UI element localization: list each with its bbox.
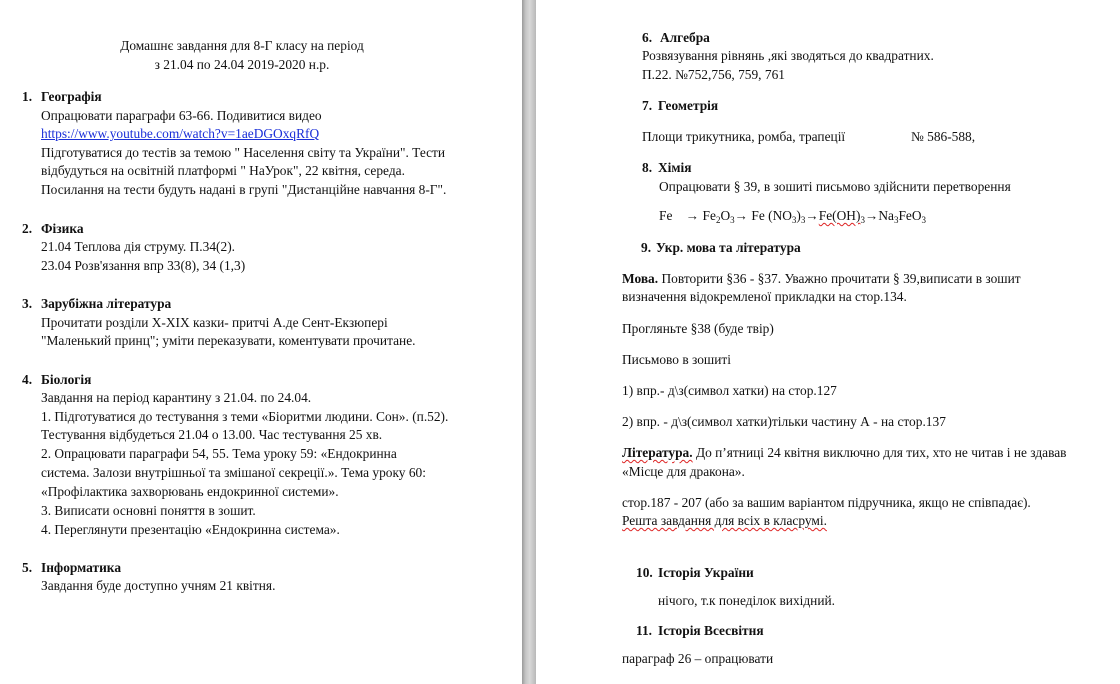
section-heading-foreign-literature: Зарубіжна література xyxy=(41,296,172,311)
section-number: 3. xyxy=(22,296,33,311)
text-line: Прогляньте §38 (буде твір) xyxy=(622,321,774,336)
text-line: Завдання буде доступно учням 21 квітня. xyxy=(41,578,276,593)
text-line: 3. Виписати основні поняття в зошит. xyxy=(41,503,256,518)
text-line: Решта завдання для всіх в класрумі. xyxy=(622,513,827,528)
document-page-left xyxy=(0,0,522,684)
text-line: Розвязування рівнянь ,які зводяться до квадратних. xyxy=(642,48,934,63)
text-line: «Профілактика захворювань ендокринної системи». xyxy=(41,484,339,499)
text-line: "Маленький принц"; уміти переказувати, коментувати прочитане. xyxy=(41,333,416,348)
section-heading-ukrainian: Укр. мова та література xyxy=(656,240,801,255)
section-number: 7. xyxy=(642,98,653,113)
section-number: 2. xyxy=(22,221,33,236)
section-number: 8. xyxy=(642,160,653,175)
text-line: 1) впр.- д\з(символ хатки) на стор.127 xyxy=(622,383,837,398)
text-line: Завдання на період карантину з 21.04. по 24.04. xyxy=(41,390,312,405)
chemical-formula: Fe → $Fe_2O_3\to Fe$ $(NO_3)_3\to Fe(OH)_3\to Na_3FeO_3$ xyxy=(659,208,927,225)
document-page-right xyxy=(536,0,1120,684)
page-title-line2: з 21.04 по 24.04 2019-2020 н.р. xyxy=(154,57,330,72)
section-heading-world-history: Історія Всесвітня xyxy=(658,623,764,638)
text-line: 4. Переглянути презентацію «Ендокринна система». xyxy=(41,522,340,537)
text-line: Мова. Повторити §36 - §37. Уважно прочитати § 39,виписати в зошит xyxy=(622,271,1021,286)
section-heading-algebra: Алгебра xyxy=(660,30,710,45)
section-heading-geometry: Геометрія xyxy=(658,98,719,113)
text-line: 2. Опрацювати параграфи 54, 55. Тема уроку 59: «Ендокринна xyxy=(41,446,397,461)
text-line: Площи трикутника, ромба, трапеції xyxy=(642,129,846,144)
section-number: 10. xyxy=(636,565,653,580)
text-line: Письмово в зошиті xyxy=(622,352,731,367)
section-number: 9. xyxy=(641,240,652,255)
text-line: визначення відокремленої прикладки на стор.134. xyxy=(622,289,907,304)
section-number: 6. xyxy=(642,30,653,45)
text-line: відбудуться на освітній платформі " НаУрок", 22 квітня, середа. xyxy=(41,163,405,178)
text-line: Література. До п’ятниці 24 квітня виключно для тих, хто не читав і не здавав xyxy=(622,445,1067,460)
text-line: Прочитати розділи X-XIX казки- притчі А.де Сент-Екзюпері xyxy=(41,315,388,330)
section-heading-physics: Фізика xyxy=(41,221,84,236)
task-numbers: № 586-588, xyxy=(911,129,976,144)
text-line: параграф 26 – опрацювати xyxy=(622,651,774,666)
section-number: 1. xyxy=(22,89,33,104)
text-line: стор.187 - 207 (або за вашим варіантом підручника, якщо не співпадає). xyxy=(622,495,1031,510)
text-line: 2) впр. - д\з(символ хатки)тільки частину А - на стор.137 xyxy=(622,414,946,429)
section-heading-history-ukraine: Історія України xyxy=(658,565,754,580)
section-number: 11. xyxy=(636,623,652,638)
text-line: 21.04 Теплова дія струму. П.34(2). xyxy=(41,239,235,254)
text-line: 1. Підготуватися до тестування з теми «Біоритми людини. Сон». (п.52). xyxy=(41,409,449,424)
text-line: П.22. №752,756, 759, 761 xyxy=(642,67,785,82)
section-heading-biology: Біологія xyxy=(41,372,92,387)
text-line: 23.04 Розв'язання впр 33(8), 34 (1,3) xyxy=(41,258,246,273)
youtube-link[interactable]: https://www.youtube.com/watch?v=1aeDGOxqRfQ xyxy=(41,126,320,141)
page-title-line1: Домашнє завдання для 8-Г класу на період xyxy=(120,38,364,53)
text-line: Підготуватися до тестів за темою " Населення світу та України". Тести xyxy=(41,145,446,160)
section-number: 5. xyxy=(22,560,33,575)
section-heading-geography: Географія xyxy=(41,89,102,104)
section-number: 4. xyxy=(22,372,33,387)
text-line: Тестування відбудеться 21.04 о 13.00. Час тестування 25 хв. xyxy=(41,427,383,442)
text-line: Опрацювати параграфи 63-66. Подивитися видео xyxy=(41,108,322,123)
section-heading-informatics: Інформатика xyxy=(41,560,122,575)
text-line: система. Залози внутрішньої та змішаної секреції.». Тема уроку 60: xyxy=(41,465,426,480)
section-heading-chemistry: Хімія xyxy=(658,160,692,175)
text-line: «Місце для дракона». xyxy=(622,464,745,479)
text-line: Посилання на тести будуть надані в групі "Дистанційне навчання 8-Г". xyxy=(41,182,447,197)
text-line: Опрацювати § 39, в зошиті письмово здійснити перетворення xyxy=(659,179,1011,194)
text-line: нічого, т.к понеділок вихідний. xyxy=(658,593,836,608)
page-gutter xyxy=(522,0,536,684)
